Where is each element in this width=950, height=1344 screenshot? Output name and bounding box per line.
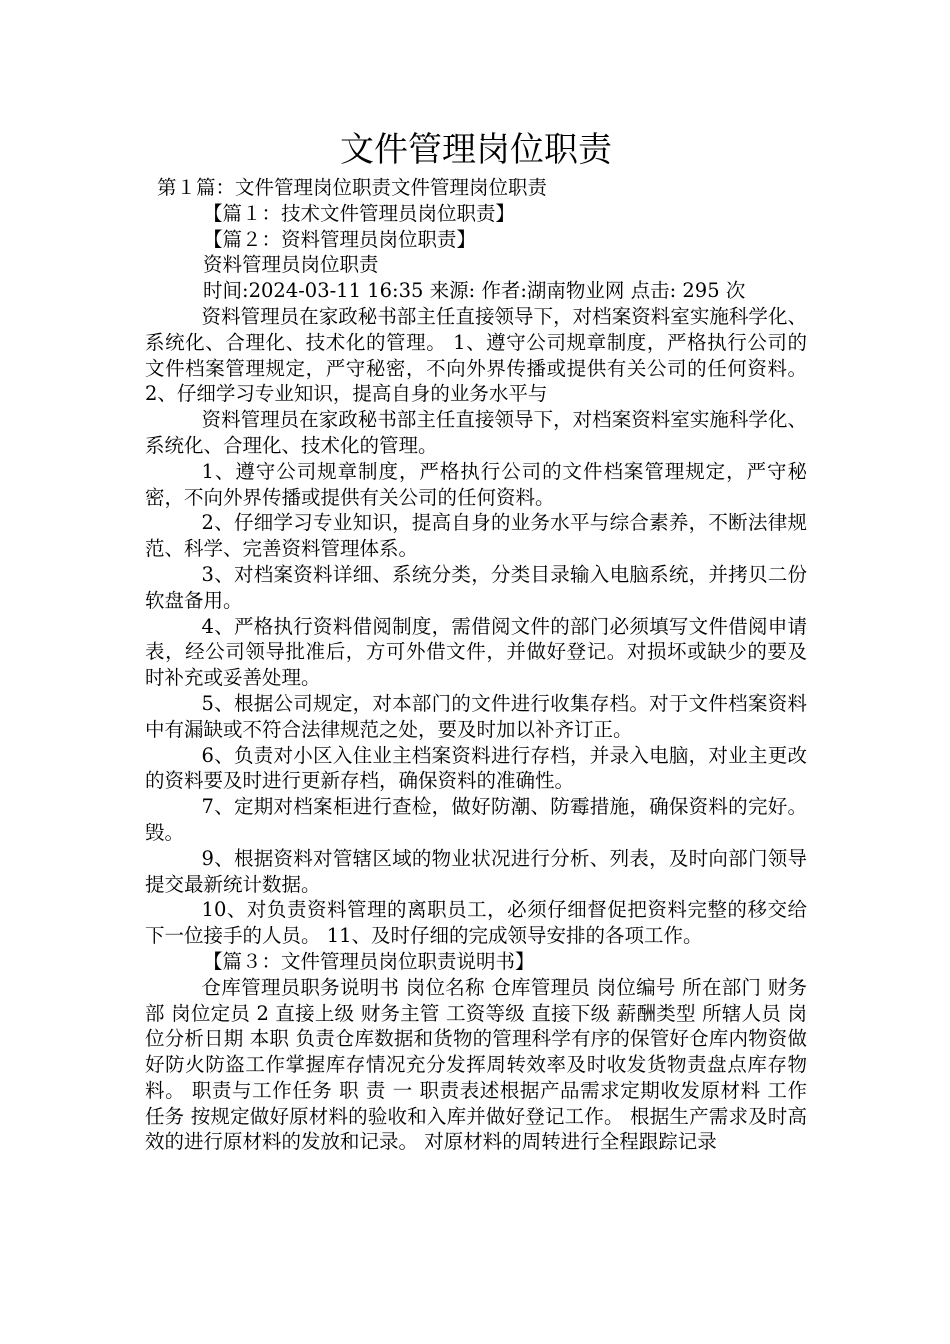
section-subtitle: 资料管理员岗位职责 <box>203 253 379 277</box>
body-paragraph: 6、负责对小区入住业主档案资料进行存档，并录入电脑，对业主更改的资料要及时进行更新存档，确保资料的准确性。 <box>145 743 807 793</box>
chapter-heading: 第１篇：文件管理岗位职责文件管理岗位职责 <box>157 176 548 199</box>
section-heading-3: 【篇３：文件管理员岗位职责说明书】 <box>203 949 535 973</box>
body-paragraph: 3、对档案资料详细、系统分类，分类目录输入电脑系统，并拷贝二份软盘备用。 <box>145 562 807 612</box>
section-heading-2: 【篇２：资料管理员岗位职责】 <box>203 227 477 251</box>
body-paragraph: 7、定期对档案柜进行查检，做好防潮、防霉措施，确保资料的完好。 毁。 <box>145 795 807 844</box>
body-paragraph: 1、遵守公司规章制度，严格执行公司的文件档案管理规定，严守秘密，不向外界传播或提供有关公司的任何资料。 <box>145 459 807 509</box>
section-heading-1: 【篇１：技术文件管理员岗位职责】 <box>203 201 516 225</box>
document-body <box>145 128 807 1155</box>
document-title: 文件管理岗位职责 <box>340 130 612 170</box>
body-paragraph: 5、根据公司规定，对本部门的文件进行收集存档。对于文件档案资料中有漏缺或不符合法律规范之处，要及时加以补齐订正。 <box>145 691 807 741</box>
body-paragraph: 4、严格执行资料借阅制度，需借阅文件的部门必须填写文件借阅申请表，经公司领导批准后，方可外借文件，并做好登记。对损坏或缺少的要及时补充或妥善处理。 <box>145 614 807 690</box>
body-paragraph: 资料管理员在家政秘书部主任直接领导下，对档案资料室实施科学化、系统化、合理化、技术化的管理。 1、遵守公司规章制度，严格执行公司的文件档案管理规定，严守秘密，不向外界传播或提供有关公司的任何资料。 2、仔细学习专业知识，提高自身的业务水平与 <box>145 304 807 406</box>
body-paragraph: 资料管理员在家政秘书部主任直接领导下，对档案资料室实施科学化、系统化、合理化、技术化的管理。 <box>145 408 807 457</box>
article-meta-line: 时间:2024-03-11 16:35 来源: 作者:湖南物业网 点击: 295 次 <box>203 279 746 303</box>
body-paragraph: 10、对负责资料管理的离职员工，必须仔细督促把资料完整的移交给下一位接手的人员。 11、及时仔细的完成领导安排的各项工作。 <box>145 898 807 948</box>
body-paragraph: 2、仔细学习专业知识，提高自身的业务水平与综合素养，不断法律规范、科学、完善资料管理体系。 <box>145 511 807 561</box>
body-paragraph: 9、根据资料对管辖区域的物业状况进行分析、列表，及时向部门领导提交最新统计数据。 <box>145 846 807 896</box>
body-paragraph: 仓库管理员职务说明书 岗位名称 仓库管理员 岗位编号 所在部门 财务部 岗位定员 2 直接上级 财务主管 工资等级 直接下级 薪酬类型 所辖人员 岗位分析日期 本职 负责仓库数据和货物的管理科学有序的保管好仓库内物资做好防火防盗工作掌握库存情况充分发挥周转效率及时收发货物责盘点库存物料。 职责与工作任务 职 责 一 职责表述根据产品需求定期收发原材料 工作 任务 按规定做好原材料的验收和入库并做好登记工作。 根据生产需求及时高效的进行原材料的发放和记录。 对原材料的周转进行全程跟踪记录 <box>145 975 807 1154</box>
